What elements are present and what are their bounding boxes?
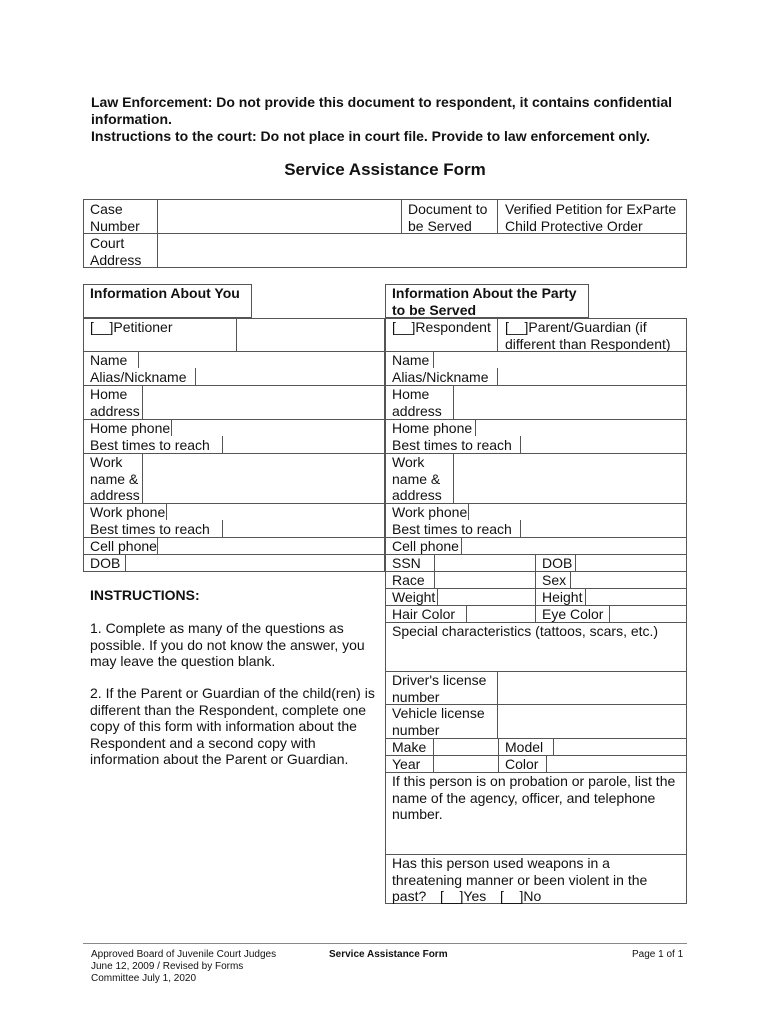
- party-eye-color-label: Eye Color: [542, 606, 604, 622]
- case-number-label: Case Number: [90, 201, 140, 234]
- party-year-label: Year: [392, 756, 421, 772]
- you-best-times-1-field[interactable]: [224, 437, 384, 452]
- party-drivers-license-label: Driver's license number: [392, 672, 487, 705]
- party-sex-label: Sex: [542, 572, 567, 588]
- party-alias-label: Alias/Nickname: [392, 369, 489, 385]
- you-home-address-label: Home address: [90, 386, 140, 419]
- party-best-times-2-label: Best times to reach: [392, 521, 512, 537]
- you-best-times-1-label: Best times to reach: [90, 437, 210, 453]
- document-value: Verified Petition for ExParte Child Protective Order: [505, 201, 677, 234]
- party-make-field[interactable]: [435, 739, 497, 754]
- you-home-address-field[interactable]: [144, 386, 384, 418]
- party-dob-field[interactable]: [577, 555, 686, 570]
- respondent-checkbox[interactable]: [__]: [392, 319, 416, 335]
- party-work-address-field[interactable]: [455, 454, 686, 502]
- you-cell-phone-field[interactable]: [159, 538, 384, 553]
- court-address-label: Court Address: [90, 235, 142, 268]
- weapons-yes-checkbox[interactable]: [__]: [440, 888, 464, 904]
- party-alias-field[interactable]: [499, 369, 686, 384]
- party-home-address-field[interactable]: [455, 386, 686, 418]
- law-enforcement-notice: Law Enforcement: Do not provide this document to respondent, it contains confidential information.: [91, 94, 673, 127]
- party-height-field[interactable]: [587, 589, 686, 604]
- respondent-label: Respondent: [415, 319, 491, 335]
- you-dob-field[interactable]: [127, 555, 384, 571]
- party-color-label: Color: [505, 756, 539, 772]
- petitioner-option[interactable]: [90, 319, 173, 336]
- form-title: Service Assistance Form: [284, 160, 486, 179]
- party-weapons-label: Has this person used weapons in a threatening manner or been violent in the past?: [392, 855, 648, 904]
- you-home-phone-label: Home phone: [90, 420, 171, 436]
- party-name-field[interactable]: [435, 352, 686, 367]
- you-best-times-2-field[interactable]: [224, 521, 384, 536]
- party-work-phone-field[interactable]: [470, 504, 686, 519]
- parent-guardian-option[interactable]: [505, 319, 685, 352]
- instruction-item-2: 2. If the Parent or Guardian of the child(ren) is different than the Respondent, complete one copy of this form with information about the Respondent and a second copy with information about the Parent or Guardian.: [90, 685, 375, 767]
- footer-rule: [83, 943, 687, 944]
- weapons-yes-label: Yes: [463, 888, 487, 904]
- case-number-field[interactable]: [159, 201, 399, 231]
- parent-guardian-label: Parent/Guardian (if different than Respondent): [505, 319, 671, 352]
- you-dob-label: DOB: [90, 555, 121, 571]
- party-name-label: Name: [392, 352, 430, 368]
- party-cell-phone-field[interactable]: [463, 538, 686, 553]
- party-work-address-label: Work name & address: [392, 454, 442, 503]
- court-instructions-notice: Instructions to the court: Do not place in court file. Provide to law enforcement only.: [91, 128, 651, 144]
- party-hair-color-field[interactable]: [468, 606, 534, 621]
- party-height-label: Height: [542, 589, 583, 605]
- party-race-label: Race: [392, 572, 425, 588]
- party-best-times-1-field[interactable]: [522, 437, 686, 452]
- instruction-item-1: 1. Complete as many of the questions as possible. If you do not know the answer, you may leave the question blank.: [90, 620, 365, 669]
- party-special-characteristics-field[interactable]: [387, 640, 686, 670]
- party-probation-field[interactable]: [387, 823, 686, 853]
- party-home-phone-field[interactable]: [477, 420, 686, 435]
- court-address-field[interactable]: [159, 235, 685, 266]
- weapons-no-label: No: [523, 888, 542, 904]
- party-ssn-label: SSN: [392, 555, 421, 571]
- you-alias-label: Alias/Nickname: [90, 369, 187, 385]
- party-weight-label: Weight: [392, 589, 436, 605]
- party-dob-label: DOB: [542, 555, 573, 571]
- party-home-address-label: Home address: [392, 386, 442, 419]
- parent-guardian-checkbox[interactable]: [__]: [505, 319, 529, 335]
- document-label: Document to be Served: [408, 201, 488, 234]
- party-drivers-license-field[interactable]: [499, 672, 686, 703]
- party-hair-color-label: Hair Color: [392, 606, 456, 622]
- party-ssn-field[interactable]: [436, 555, 534, 570]
- party-race-field[interactable]: [436, 572, 534, 587]
- party-year-field[interactable]: [435, 756, 497, 771]
- petitioner-label: Petitioner: [113, 319, 173, 335]
- footer-form-title: Service Assistance Form: [329, 949, 448, 960]
- you-name-label: Name: [90, 352, 128, 368]
- party-eye-color-field[interactable]: [611, 606, 686, 621]
- party-home-phone-label: Home phone: [392, 420, 473, 436]
- instructions-heading: INSTRUCTIONS:: [90, 587, 200, 603]
- party-best-times-1-label: Best times to reach: [392, 437, 512, 453]
- you-name-field[interactable]: [140, 352, 384, 367]
- footer-approval-note: Approved Board of Juvenile Court Judges June 12, 2009 / Revised by Forms Committee July 1, 2020: [91, 949, 277, 984]
- party-model-field[interactable]: [555, 739, 686, 754]
- petitioner-checkbox[interactable]: [__]: [90, 319, 114, 335]
- you-work-phone-label: Work phone: [90, 504, 166, 520]
- you-work-phone-field[interactable]: [168, 504, 384, 519]
- you-alias-field[interactable]: [197, 369, 384, 384]
- party-best-times-2-field[interactable]: [522, 521, 686, 536]
- you-work-address-field[interactable]: [144, 454, 384, 502]
- party-sex-field[interactable]: [572, 572, 686, 587]
- you-cell-phone-label: Cell phone: [90, 538, 157, 554]
- confidential-notice: [91, 94, 691, 145]
- party-weapons-question: [392, 855, 672, 905]
- party-color-field[interactable]: [548, 756, 686, 771]
- respondent-option[interactable]: [392, 319, 491, 336]
- party-make-label: Make: [392, 739, 427, 755]
- party-vehicle-license-field[interactable]: [499, 705, 686, 737]
- party-weight-field[interactable]: [439, 589, 534, 604]
- footer-page-number: Page 1 of 1: [632, 949, 684, 960]
- you-best-times-2-label: Best times to reach: [90, 521, 210, 537]
- party-model-label: Model: [505, 739, 544, 755]
- you-home-phone-field[interactable]: [173, 420, 384, 435]
- party-vehicle-license-label: Vehicle license number: [392, 705, 485, 738]
- party-special-characteristics-label: Special characteristics (tattoos, scars, etc.): [392, 623, 659, 639]
- party-work-phone-label: Work phone: [392, 504, 468, 520]
- party-header: Information About the Party to be Served: [392, 285, 577, 318]
- party-probation-label: If this person is on probation or parole, list the name of the agency, officer, and telephone number.: [392, 773, 676, 822]
- you-work-address-label: Work name & address: [90, 454, 140, 503]
- weapons-no-checkbox[interactable]: [__]: [500, 888, 524, 904]
- you-header: Information About You: [90, 285, 240, 301]
- party-cell-phone-label: Cell phone: [392, 538, 459, 554]
